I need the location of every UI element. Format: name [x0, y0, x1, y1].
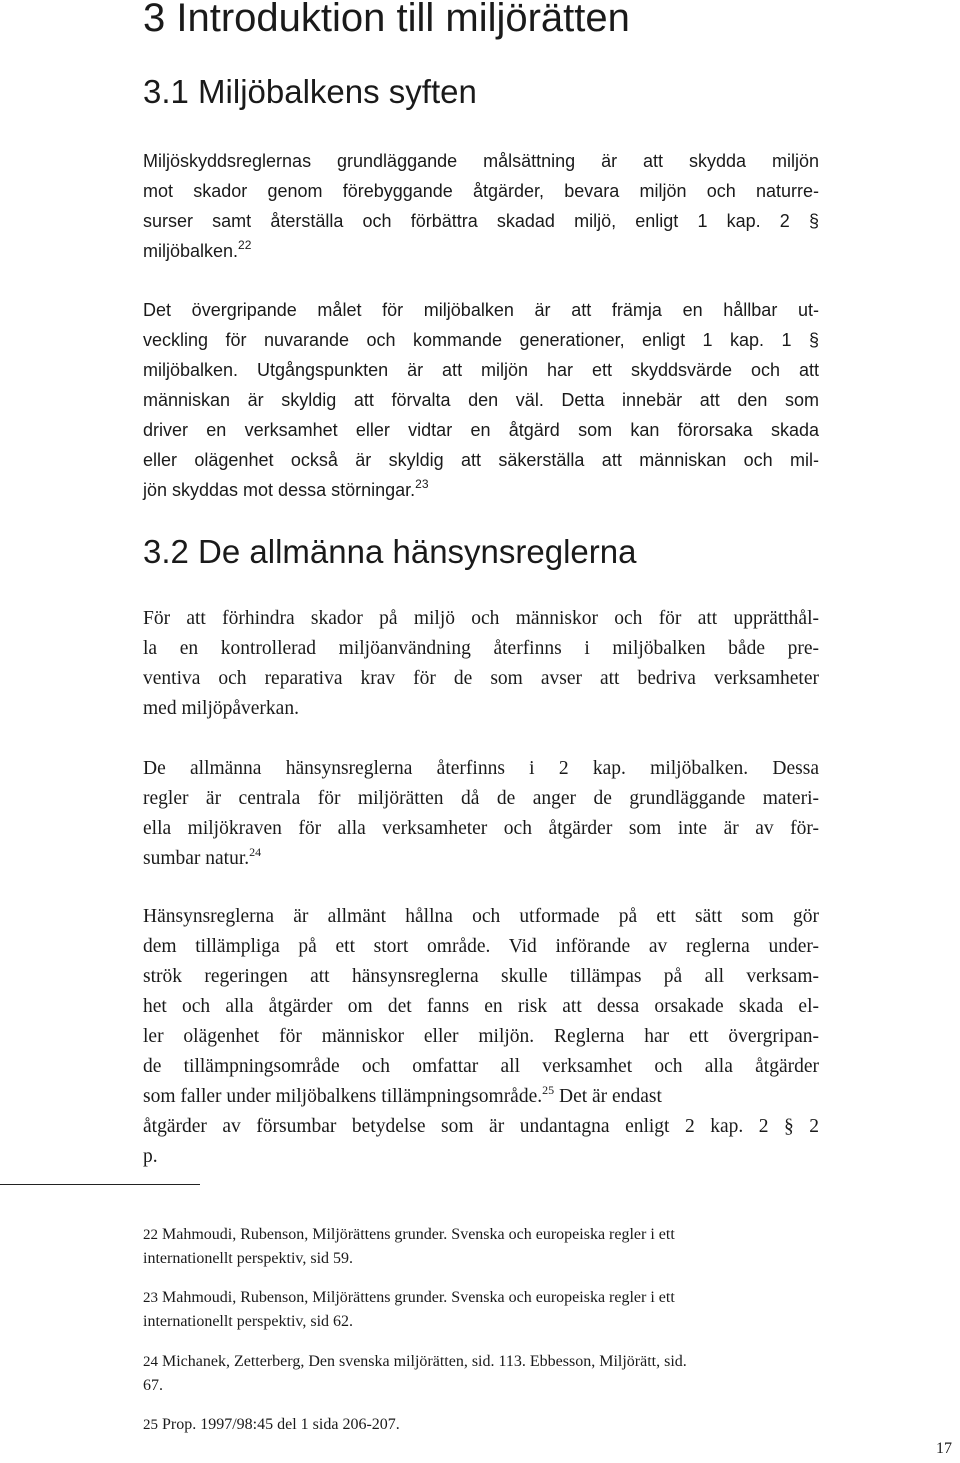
paragraph-line: miljöbalken. Utgångspunkten är att miljön har ett skyddsvärde och att — [143, 360, 819, 380]
paragraph-general-rules — [143, 754, 819, 874]
paragraph-line: la en kontrollerad miljöanvändning återfinns i miljöbalken både pre- — [143, 638, 819, 659]
paragraph-line — [143, 475, 819, 505]
footnote-22 — [143, 1223, 823, 1271]
paragraph-line: mot skador genom förebyggande åtgärder, bevara miljön och naturre- — [143, 181, 819, 201]
footnote-number: 22 — [143, 1227, 158, 1243]
paragraph-line — [143, 1082, 811, 1112]
footnote-number: 24 — [143, 1354, 158, 1370]
footnote-text: Michanek, Zetterberg, Den svenska miljörätten, sid. 113. Ebbesson, Miljörätt, sid. — [162, 1353, 687, 1370]
paragraph-text: som faller under miljöbalkens tillämpningsområde. — [143, 1086, 543, 1107]
paragraph-text: Det är endast — [554, 1086, 662, 1107]
footnote-ref-24[interactable]: 24 — [249, 845, 262, 859]
footnote-ref-23[interactable]: 23 — [415, 477, 429, 491]
page-number: 17 — [936, 1440, 952, 1457]
paragraph-aims — [143, 146, 819, 266]
chapter-title: 3 Introduktion till miljörätten — [143, 0, 630, 40]
paragraph-line: människan är skyldig att förvalta den väl. Detta innebär att den som — [143, 390, 819, 410]
footnote-ref-25[interactable]: 25 — [542, 1083, 555, 1097]
footnote-ref-22[interactable]: 22 — [238, 238, 252, 252]
footnote-text: Prop. 1997/98:45 del 1 sida 206-207. — [162, 1416, 400, 1433]
footnote-text: internationellt perspektiv, sid 59. — [143, 1250, 354, 1267]
section-heading-3-2: 3.2 De allmänna hänsynsreglerna — [143, 533, 637, 570]
paragraph-line: surser samt återställa och förbättra skadad miljö, enligt 1 kap. 2 § — [143, 211, 819, 231]
paragraph-line: åtgärder av försumbar betydelse som är undantagna enligt 2 kap. 2 § 2 — [143, 1116, 819, 1137]
paragraph-line: ler olägenhet för människor eller miljön. Reglerna har ett övergripan- — [143, 1026, 819, 1047]
paragraph-line: de tillämpningsområde och omfattar all verksamhet och alla åtgärder — [143, 1056, 819, 1077]
paragraph-line: med miljöpåverkan. — [143, 698, 299, 719]
paragraph-prevent-damage — [143, 604, 819, 724]
footnote-25 — [143, 1413, 823, 1437]
paragraph-line — [143, 844, 819, 874]
paragraph-line: ella miljökraven för alla verksamheter och åtgärder som inte är av för- — [143, 818, 819, 839]
paragraph-text: sumbar natur. — [143, 848, 250, 869]
paragraph-line: Hänsynsreglerna är allmänt hållna och utformade på ett sätt som gör — [143, 906, 819, 927]
footnote-24 — [143, 1350, 823, 1398]
paragraph-line: För att förhindra skador på miljö och människor och för att upprätthål- — [143, 608, 819, 629]
footnote-text: Mahmoudi, Rubenson, Miljörättens grunder. Svenska och europeiska regler i ett — [162, 1289, 675, 1306]
paragraph-line — [143, 236, 819, 266]
paragraph-line: ventiva och reparativa krav för de som avser att bedriva verksamheter — [143, 668, 819, 689]
footnote-separator — [0, 1184, 200, 1185]
paragraph-line: veckling för nuvarande och kommande generationer, enligt 1 kap. 1 § — [143, 330, 819, 350]
paragraph-line: Det övergripande målet för miljöbalken är att främja en hållbar ut- — [143, 300, 819, 320]
footnote-text: internationellt perspektiv, sid 62. — [143, 1313, 354, 1330]
footnote-text: Mahmoudi, Rubenson, Miljörättens grunder. Svenska och europeiska regler i ett — [162, 1226, 675, 1243]
paragraph-line: het och alla åtgärder om det fanns en risk att dessa orsakade skada el- — [143, 996, 819, 1017]
paragraph-text: miljöbalken. — [143, 241, 239, 261]
paragraph-line: strök regeringen att hänsynsreglerna skulle tillämpas på all verksam- — [143, 966, 819, 987]
section-heading-3-1: 3.1 Miljöbalkens syften — [143, 73, 477, 110]
paragraph-consideration-rules — [143, 902, 819, 1172]
footnote-text: 67. — [143, 1377, 163, 1394]
footnote-number: 23 — [143, 1290, 158, 1306]
paragraph-text: jön skyddas mot dessa störningar. — [143, 480, 416, 500]
paragraph-line: Miljöskyddsreglernas grundläggande målsättning är att skydda miljön — [143, 151, 819, 171]
paragraph-line: De allmänna hänsynsreglerna återfinns i 2 kap. miljöbalken. Dessa — [143, 758, 819, 779]
paragraph-line: driver en verksamhet eller vidtar en åtgärd som kan förorsaka skada — [143, 420, 819, 440]
paragraph-line: dem tillämpliga på ett stort område. Vid införande av reglerna under- — [143, 936, 819, 957]
footnote-number: 25 — [143, 1417, 158, 1433]
paragraph-line: regler är centrala för miljörätten då de anger de grundläggande materi- — [143, 788, 819, 809]
footnote-23 — [143, 1286, 823, 1334]
paragraph-line: p. — [143, 1146, 158, 1167]
paragraph-overall-goal — [143, 295, 819, 505]
paragraph-line: eller olägenhet också är skyldig att säkerställa att människan och mil- — [143, 450, 819, 470]
